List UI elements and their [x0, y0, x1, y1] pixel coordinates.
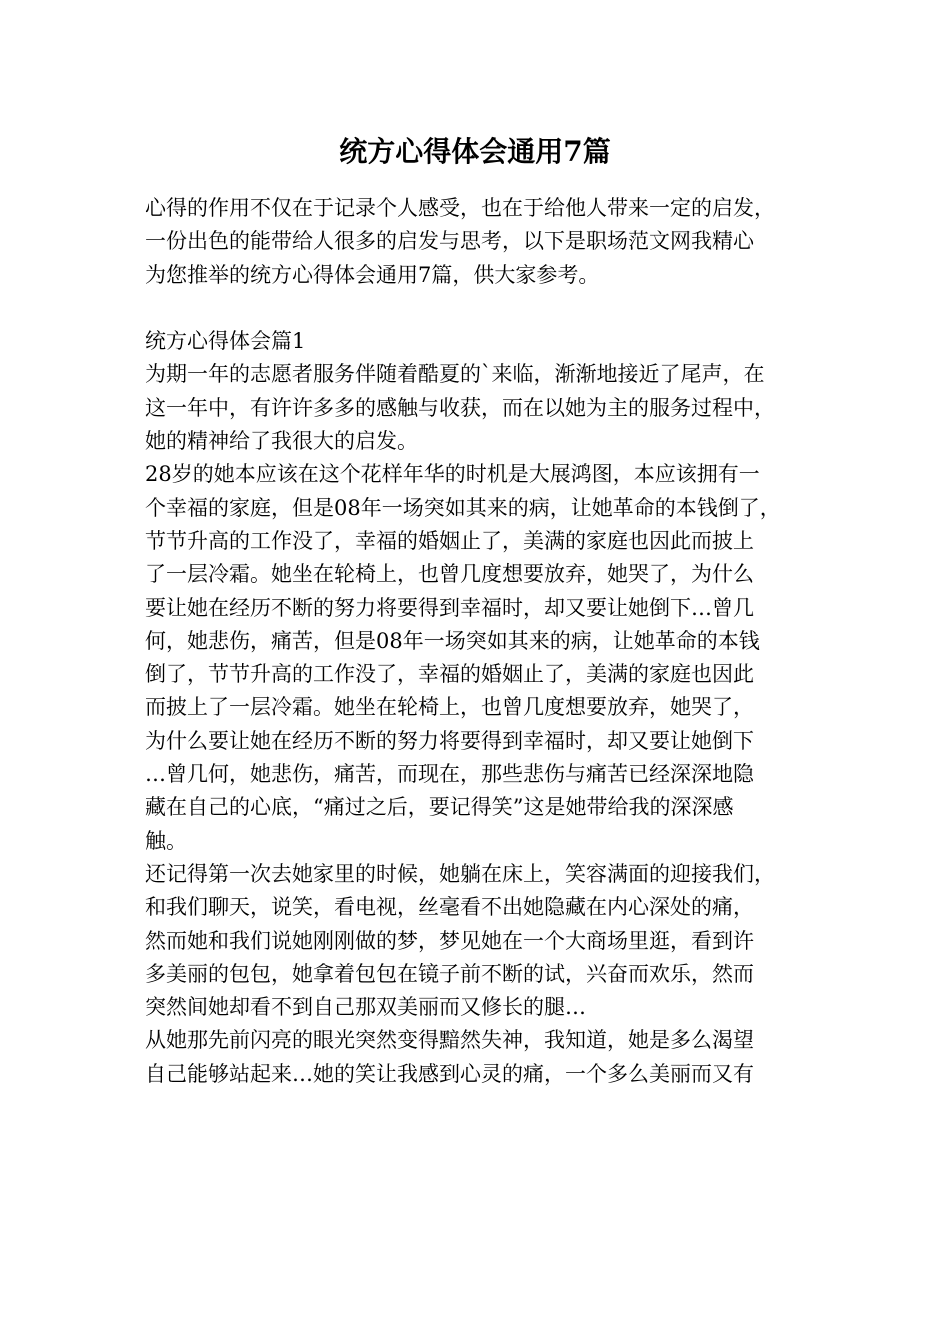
text-line: …曾几何，她悲伤，痛苦，而现在，那些悲伤与痛苦已经深深地隐	[145, 762, 754, 787]
text-line: 个幸福的家庭，但是08年一场突如其来的病，让她革命的本钱倒了，	[145, 495, 781, 520]
text-line: 和我们聊天，说笑，看电视，丝毫看不出她隐藏在内心深处的痛，	[145, 895, 754, 920]
text-line: 藏在自己的心底，“痛过之后，要记得笑”这是她带给我的深深感	[145, 795, 734, 820]
document-title: 统方心得体会通用7篇	[339, 135, 611, 168]
text-line: 自己能够站起来…她的笑让我感到心灵的痛，一个多么美丽而又有	[145, 1061, 754, 1086]
text-line: 触。	[145, 828, 187, 853]
text-line: 心得的作用不仅在于记录个人感受，也在于给他人带来一定的启发，	[145, 196, 775, 220]
text-line: 何，她悲伤，痛苦，但是08年一场突如其来的病，让她革命的本钱	[145, 628, 760, 653]
text-line: 28岁的她本应该在这个花样年华的时机是大展鸿图，本应该拥有一	[145, 462, 760, 487]
text-line: 为您推举的统方心得体会通用7篇，供大家参考。	[145, 262, 600, 287]
text-line: 而披上了一层冷霜。她坐在轮椅上，也曾几度想要放弃，她哭了，	[145, 695, 754, 720]
text-line: 了一层冷霜。她坐在轮椅上，也曾几度想要放弃，她哭了，为什么	[145, 562, 754, 587]
text-line: 突然间她却看不到自己那双美丽而又修长的腿…	[145, 995, 586, 1020]
document-body	[145, 192, 810, 1091]
blank-line	[145, 292, 810, 325]
text-line: 要让她在经历不断的努力将要得到幸福时，却又要让她倒下…曾几	[145, 595, 754, 620]
text-line: 还记得第一次去她家里的时候，她躺在床上，笑容满面的迎接我们，	[145, 861, 775, 886]
text-line: 从她那先前闪亮的眼光突然变得黯然失神，我知道，她是多么渴望	[145, 1028, 754, 1053]
text-line: 她的精神给了我很大的启发。	[145, 429, 418, 454]
text-line: 这一年中，有许许多多的感触与收获，而在以她为主的服务过程中，	[145, 395, 775, 420]
text-line: 一份出色的能带给人很多的启发与思考，以下是职场范文网我精心	[145, 229, 754, 254]
text-line: 为什么要让她在经历不断的努力将要得到幸福时，却又要让她倒下	[145, 728, 754, 753]
text-line: 然而她和我们说她刚刚做的梦，梦见她在一个大商场里逛，看到许	[145, 928, 754, 953]
text-line: 多美丽的包包，她拿着包包在镜子前不断的试，兴奋而欢乐，然而	[145, 961, 754, 986]
section-heading: 统方心得体会篇1	[145, 329, 306, 354]
text-line: 为期一年的志愿者服务伴随着酷夏的`来临，渐渐地接近了尾声，在	[145, 362, 765, 387]
text-line: 倒了，节节升高的工作没了，幸福的婚姻止了，美满的家庭也因此	[145, 662, 754, 687]
text-line: 节节升高的工作没了，幸福的婚姻止了，美满的家庭也因此而披上	[145, 528, 754, 553]
